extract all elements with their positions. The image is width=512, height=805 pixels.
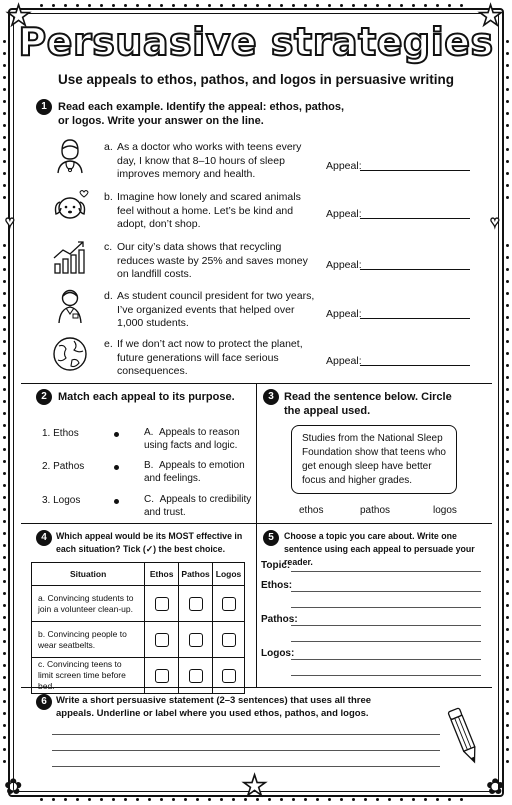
section-6-instruction: Write a short persuasive statement (2–3 sentences) that uses all three appeals. Underline or label where you used ethos, pathos, and logos. [56,695,372,719]
border-dot [506,532,509,535]
border-dot [184,4,187,7]
pathos-checkbox[interactable] [189,597,203,611]
border-dot [376,798,379,801]
border-dot [506,64,509,67]
border-dot [124,4,127,7]
example-text: As a doctor who works with teens every day, I know that 8–10 hours of sleep improves memory and health. [117,141,302,180]
border-dot [3,316,6,319]
border-dot [506,112,509,115]
border-dot [280,4,283,7]
border-dot [3,736,6,739]
border-dot [506,88,509,91]
border-dot [3,568,6,571]
border-dot [244,4,247,7]
border-dot [506,556,509,559]
border-dot [506,172,509,175]
border-dot [3,400,6,403]
border-dot [424,4,427,7]
border-dot [3,724,6,727]
section-4-instruction: Which appeal would be its MOST effective in each situation? Tick (✓) the best choice. [56,531,243,554]
border-dot [160,4,163,7]
section-5-number: 5 [263,530,279,546]
example-letter: e. [104,338,113,350]
border-dot [292,798,295,801]
border-dot [3,472,6,475]
border-dot [506,436,509,439]
border-dot [506,484,509,487]
border-dot [506,604,509,607]
border-dot [292,4,295,7]
situation-table [31,562,245,694]
pathos-label: Pathos: [261,614,298,625]
border-dot [3,688,6,691]
border-dot [506,424,509,427]
border-dot [506,628,509,631]
border-dot [3,760,6,763]
border-dot [124,798,127,801]
border-dot [506,580,509,583]
border-dot [506,304,509,307]
match-item: 3. Logos [42,495,81,506]
star-icon: ★ [478,0,504,31]
border-dot [184,798,187,801]
border-dot [448,4,451,7]
puppy-icon [50,186,90,226]
ethos-label: Ethos: [261,580,293,591]
border-dot [506,184,509,187]
appeal-label: Appeal: [326,160,362,172]
border-dot [506,760,509,763]
ethos-checkbox[interactable] [155,669,169,683]
border-dot [364,4,367,7]
border-dot [506,124,509,127]
border-dot [506,412,509,415]
logos-line[interactable] [291,675,481,676]
border-dot [506,448,509,451]
border-dot [506,652,509,655]
section-2-instruction: Match each appeal to its purpose. [58,391,235,403]
border-dot [3,592,6,595]
table-row [32,622,245,658]
border-dot [3,292,6,295]
border-dot [3,700,6,703]
border-dot [506,100,509,103]
border-dot [400,4,403,7]
border-dot [506,244,509,247]
border-dot [3,388,6,391]
border-dot [3,556,6,559]
border-dot [506,160,509,163]
border-dot [436,798,439,801]
border-dot [3,160,6,163]
example-letter: c. [104,241,113,253]
border-dot [506,280,509,283]
appeal-label: Appeal: [326,208,362,220]
ethos-checkbox[interactable] [155,597,169,611]
border-dot [3,64,6,67]
border-dot [328,798,331,801]
border-dot [3,436,6,439]
table-row [32,586,245,622]
border-dot [506,496,509,499]
page-title: Persuasive strategies [18,20,494,64]
border-dot [3,712,6,715]
border-dot [506,592,509,595]
answer-line[interactable] [360,318,470,319]
border-dot [506,328,509,331]
answer-line[interactable] [360,170,470,171]
border-dot [328,4,331,7]
border-dot [352,4,355,7]
option-logos[interactable]: logos [433,505,457,516]
border-dot [3,508,6,511]
border-dot [506,700,509,703]
appeal-label: Appeal: [326,355,362,367]
border-dot [3,112,6,115]
example-text: If we don’t act now to protect the planet, future generations will face serious consequences. [117,338,303,377]
section-2-number: 2 [36,389,52,405]
border-dot [220,798,223,801]
border-dot [3,532,6,535]
match-purpose: C. Appeals to credibility and trust. [144,494,252,518]
border-dot [506,340,509,343]
border-dot [3,616,6,619]
border-dot [40,4,43,7]
border-dot [304,798,307,801]
border-dot [506,460,509,463]
star-icon: ★ [242,770,268,801]
border-dot [64,798,67,801]
border-dot [412,4,415,7]
section-5-instruction: Choose a topic you care about. Write one sentence using each appeal to persuade your reader. [284,531,475,567]
doctor-icon [50,135,90,175]
border-dot [3,628,6,631]
section-divider [256,383,257,523]
border-dot [3,196,6,199]
border-dot [172,798,175,801]
border-dot [400,798,403,801]
border-dot [506,640,509,643]
border-dot [100,4,103,7]
bar-chart-icon [50,236,90,276]
logos-label: Logos: [261,648,295,659]
border-dot [76,4,79,7]
border-dot [460,4,463,7]
border-dot [304,4,307,7]
border-dot [196,798,199,801]
match-dot[interactable] [114,465,119,470]
border-dot [232,4,235,7]
answer-line[interactable] [360,218,470,219]
border-dot [506,508,509,511]
border-dot [3,424,6,427]
border-dot [3,664,6,667]
border-dot [3,148,6,151]
situation-text: a. Convincing students to join a volunteer clean-up. [32,586,145,622]
border-dot [112,798,115,801]
border-dot [172,4,175,7]
column-header: Situation [32,563,145,586]
border-dot [3,304,6,307]
border-dot [506,688,509,691]
logos-checkbox[interactable] [222,669,236,683]
border-dot [3,412,6,415]
example-letter: b. [104,191,113,203]
border-dot [3,376,6,379]
border-dot [364,798,367,801]
column-header: Ethos [145,563,179,586]
border-dot [448,798,451,801]
match-dot[interactable] [114,432,119,437]
border-dot [208,798,211,801]
section-4-number: 4 [36,530,52,546]
star-icon: ★ [6,0,32,31]
border-dot [340,4,343,7]
heart-icon: ♥ [5,214,15,231]
border-dot [3,748,6,751]
border-dot [506,544,509,547]
border-dot [3,244,6,247]
border-dot [506,388,509,391]
globe-icon [50,334,90,374]
situation-text: b. Convincing people to wear seatbelts. [32,622,145,658]
border-dot [506,268,509,271]
border-dot [506,148,509,151]
border-dot [3,352,6,355]
appeal-label: Appeal: [326,259,362,271]
writing-line[interactable] [52,766,440,767]
ethos-checkbox[interactable] [155,633,169,647]
example-letter: a. [104,141,113,153]
border-dot [3,604,6,607]
border-dot [506,736,509,739]
border-dot [3,172,6,175]
border-dot [316,798,319,801]
border-dot [268,4,271,7]
match-purpose: A. Appeals to reason using facts and logic. [144,427,240,451]
section-1-number: 1 [36,99,52,115]
border-dot [100,798,103,801]
answer-line[interactable] [360,365,470,366]
border-dot [506,136,509,139]
border-dot [3,520,6,523]
match-purpose: B. Appeals to emotion and feelings. [144,460,245,484]
page-subtitle: Use appeals to ethos, pathos, and logos in persuasive writing [57,72,455,87]
border-dot [76,798,79,801]
section-1-instruction: Read each example. Identify the appeal: ethos, pathos, or logos. Write your answer on the line. [58,101,345,127]
border-dot [506,316,509,319]
topic-line[interactable] [291,571,481,572]
border-dot [196,4,199,7]
border-dot [3,256,6,259]
topic-label: Topic: [261,560,291,571]
pathos-checkbox[interactable] [189,669,203,683]
border-dot [3,580,6,583]
border-dot [506,568,509,571]
border-dot [112,4,115,7]
logos-checkbox[interactable] [222,633,236,647]
border-dot [460,798,463,801]
border-dot [3,460,6,463]
border-dot [376,4,379,7]
situation-text: c. Convincing teens to limit screen time before bed. [32,658,145,694]
example-text: As student council president for two years, I’ve organized events that helped over 1,000 students. [117,290,315,329]
writing-line[interactable] [52,734,440,735]
logos-checkbox[interactable] [222,597,236,611]
border-dot [3,652,6,655]
flower-icon: ✿ [4,774,23,799]
section-3-instruction: Read the sentence below. Circle the appeal used. [284,391,452,417]
logos-line[interactable] [291,659,481,660]
border-dot [436,4,439,7]
border-dot [506,400,509,403]
border-dot [424,798,427,801]
table-row [32,658,245,694]
border-dot [506,472,509,475]
border-dot [506,616,509,619]
border-dot [52,798,55,801]
border-dot [506,724,509,727]
border-dot [340,798,343,801]
border-dot [3,268,6,271]
border-dot [506,352,509,355]
border-dot [148,4,151,7]
border-dot [3,280,6,283]
border-dot [256,4,259,7]
border-dot [3,340,6,343]
match-item: 2. Pathos [42,461,85,472]
border-dot [148,798,151,801]
border-dot [268,798,271,801]
border-dot [506,364,509,367]
column-header: Pathos [179,563,213,586]
section-6-number: 6 [36,694,52,710]
border-dot [232,798,235,801]
border-dot [352,798,355,801]
border-dot [136,4,139,7]
example-letter: d. [104,290,113,302]
match-dot[interactable] [114,499,119,504]
pathos-checkbox[interactable] [189,633,203,647]
border-dot [88,4,91,7]
border-dot [52,4,55,7]
border-dot [506,376,509,379]
border-dot [160,798,163,801]
student-icon [50,285,90,325]
border-dot [506,664,509,667]
border-dot [506,520,509,523]
ethos-line[interactable] [291,607,481,608]
border-dot [136,798,139,801]
match-item: 1. Ethos [42,428,79,439]
border-dot [64,4,67,7]
flower-icon: ✿ [486,774,505,799]
heart-icon: ♥ [490,214,500,231]
border-dot [3,328,6,331]
border-dot [3,124,6,127]
pathos-line[interactable] [291,625,481,626]
border-dot [208,4,211,7]
border-dot [3,100,6,103]
border-dot [3,448,6,451]
border-dot [3,676,6,679]
section-3-number: 3 [263,389,279,405]
example-text: Imagine how lonely and scared animals feel without a home. Let’s be kind and adopt, don’t shop. [117,191,301,230]
border-dot [3,364,6,367]
border-dot [220,4,223,7]
border-dot [280,798,283,801]
ethos-line[interactable] [291,591,481,592]
writing-line[interactable] [52,750,440,751]
border-dot [40,798,43,801]
option-pathos[interactable]: pathos [360,505,391,516]
option-ethos[interactable]: ethos [299,505,324,516]
pathos-line[interactable] [291,641,481,642]
border-dot [388,798,391,801]
example-text: Our city’s data shows that recycling reduces waste by 25% and saves money on landfill costs. [117,241,308,280]
border-dot [506,748,509,751]
border-dot [388,4,391,7]
border-dot [3,640,6,643]
border-dot [506,196,509,199]
border-dot [316,4,319,7]
border-dot [3,484,6,487]
border-dot [3,496,6,499]
border-dot [3,88,6,91]
border-dot [412,798,415,801]
border-dot [3,184,6,187]
pencil-icon [446,704,482,768]
border-dot [3,544,6,547]
answer-line[interactable] [360,269,470,270]
quote-box: Studies from the National Sleep Foundation show that teens who get enough sleep have better focus and higher grades. [291,425,457,494]
border-dot [88,798,91,801]
border-dot [3,136,6,139]
border-dot [506,712,509,715]
border-dot [506,292,509,295]
border-dot [506,676,509,679]
column-header: Logos [213,563,245,586]
border-dot [506,256,509,259]
appeal-label: Appeal: [326,308,362,320]
section-divider [256,523,257,687]
